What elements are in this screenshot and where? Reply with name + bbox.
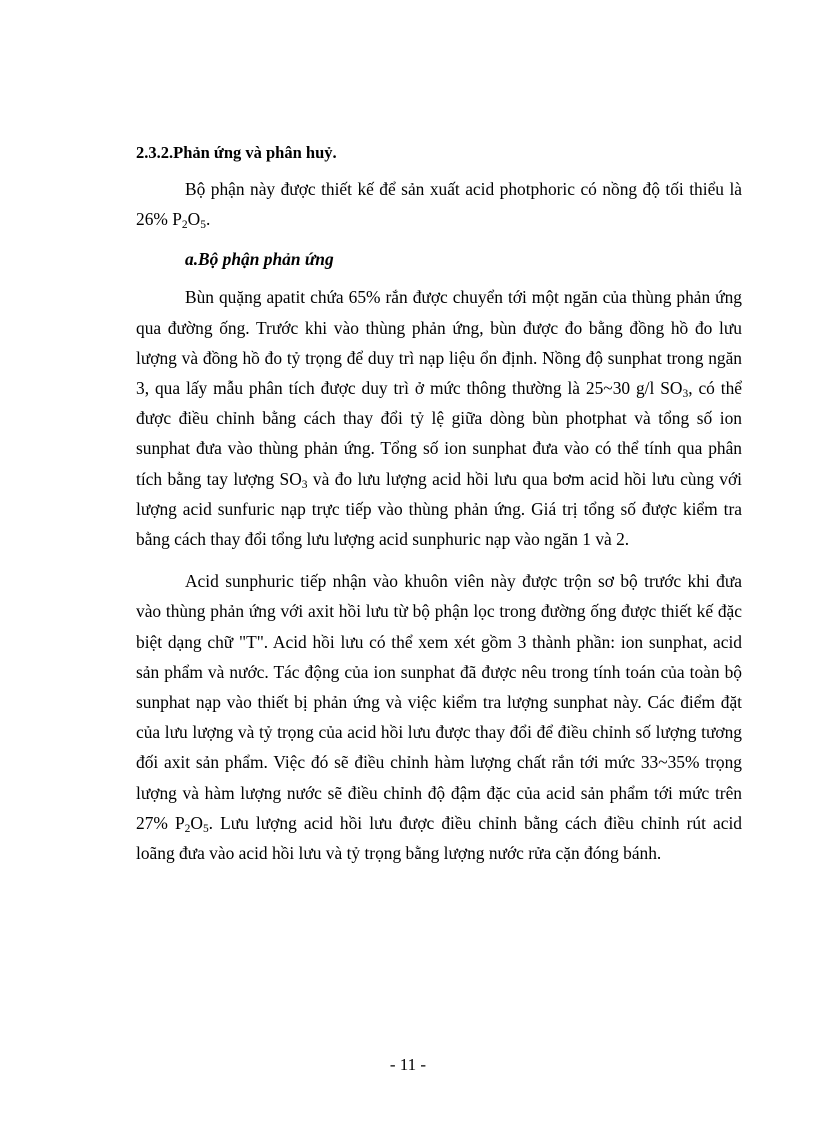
paragraph-intro xyxy=(136,174,742,234)
paragraph-text: Acid sunphuric tiếp nhận vào khuôn viên này được trộn sơ bộ trước khi đưa vào thùng phản ứng với axit hồi lưu từ bộ phận lọc trong đường ống được thiết kế đặc biệt dạng chữ "T". Acid hồi lưu có thể xem xét gồm 3 thành phần: ion sunphat, acid sản phẩm và nước. Tác động của ion sunphat đã được nêu trong tính toán của toàn bộ sunphat nạp vào thiết bị phản ứng và việc kiểm tra lượng sunphat này. Các điểm đặt của lưu lượng và tỷ trọng của acid hồi lưu được thay đổi để điều chỉnh số lượng tương đối axit sản phẩm. Việc đó sẽ điều chỉnh hàm lượng chất rắn tới mức 33~35% trọng lượng và hàm lượng nước sẽ điều chỉnh độ đậm đặc của acid sản phẩm tới mức trên 27% P xyxy=(136,571,742,833)
subscript: 3 xyxy=(301,478,308,491)
subscript: 5 xyxy=(200,219,206,232)
paragraph-text: Bùn quặng apatit chứa 65% rắn được chuyển tới một ngăn của thùng phản ứng qua đường ống. Trước khi vào thùng phản ứng, bùn được đo bằng đồng hồ đo lưu lượng và đồng hồ đo tỷ trọng để duy trì nạp liệu ổn định. Nồng độ sunphat trong ngăn 3, qua lấy mẫu phân tích được duy trì ở mức thông thường là 25~30 g/l SO xyxy=(136,287,742,399)
formula-letter: O xyxy=(187,209,201,230)
page-content xyxy=(136,138,742,868)
paragraph-acid-recycle xyxy=(136,566,742,868)
page-number: - 11 - xyxy=(389,1055,427,1074)
subscript: 2 xyxy=(184,822,191,835)
subscript: 3 xyxy=(682,387,689,400)
subscript: 5 xyxy=(202,822,209,835)
subscript: 2 xyxy=(181,219,188,232)
paragraph-reactor xyxy=(136,282,742,554)
section-heading: 2.3.2.Phản ứng và phân huỷ. xyxy=(136,143,337,162)
paragraph-text: . Lưu lượng acid hồi lưu được điều chỉnh bằng cách điều chỉnh rút acid loãng đưa vào acid hồi lưu và tỷ trọng bằng lượng nước rửa cặn đóng bánh. xyxy=(136,812,742,864)
punctuation: . xyxy=(205,209,211,230)
paragraph-text: , có thể được điều chỉnh bằng cách thay đổi tỷ lệ giữa dòng bùn photphat và tổng số ion sunphat đưa vào thùng phản ứng. Tổng số ion sunphat đưa vào có thể tính qua phân tích bằng tay lượng SO xyxy=(136,378,742,489)
formula-letter: O xyxy=(190,812,203,833)
paragraph-intro-text: Bộ phận này được thiết kế để sản xuất acid photphoric có nồng độ tối thiểu là 26% P xyxy=(136,179,742,230)
subsection-heading: a.Bộ phận phản ứng xyxy=(185,249,334,270)
paragraph-text: và đo lưu lượng acid hồi lưu qua bơm acid hồi lưu cùng với lượng acid sunfuric nạp trực tiếp vào thùng phản ứng. Giá trị tổng số được kiểm tra bằng cách thay đổi tổng lưu lượng acid sunphuric nạp vào ngăn 1 và 2. xyxy=(136,468,743,550)
